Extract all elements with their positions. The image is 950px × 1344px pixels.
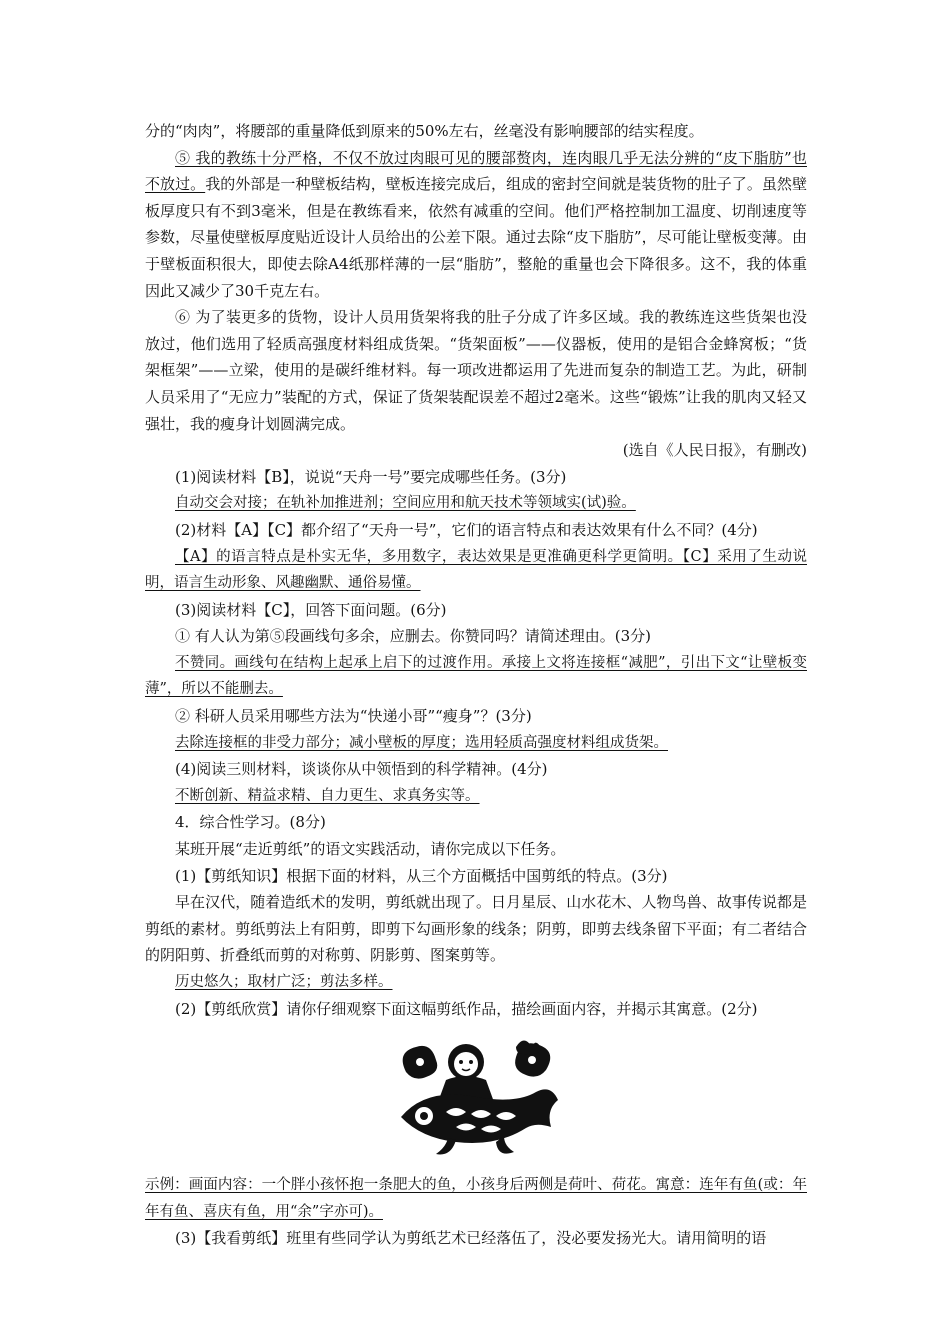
underlined-sentence: ⑤ 我的教练十分严格，不仅不放过肉眼可见的腰部赘肉，连肉眼几乎无法分辨的“皮下脂肪”也不放过。 bbox=[145, 148, 807, 194]
answer-3-sub-2: 去除连接框的非受力部分；减小壁板的厚度；选用轻质高强度材料组成货架。 bbox=[175, 734, 668, 751]
question-3: (3)阅读材料【C】，回答下面问题。(6分) bbox=[175, 600, 447, 619]
paragraph-5-rest: 我的外部是一种壁板结构，壁板连接完成后，组成的密封空间就是装货物的肚子了。虽然壁板厚度只有不到3毫米，但是在教练看来，依然有减重的空间。他们严格控制加工温度、切削速度等参数，尽量使壁板厚度贴近设计人员给出的公差下限。通过去除“皮下脂肪”，尽可能让壁板变薄。由于壁板面积很大，即使去除A4纸那样薄的一层“脂肪”，整舱的重量也会下降很多。这不，我的体重因此又减少了30千克左右。 bbox=[145, 175, 807, 300]
papercut-image bbox=[145, 1022, 807, 1172]
answer-4: 不断创新、精益求精、自力更生、求真务实等。 bbox=[175, 787, 480, 804]
answer-1: 自动交会对接；在轨补加推进剂；空间应用和航天技术等领域实(试)验。 bbox=[175, 495, 636, 512]
task-2-answer: 示例：画面内容：一个胖小孩怀抱一条肥大的鱼，小孩身后两侧是荷叶、荷花。寓意：连年有鱼(或：年年有鱼、喜庆有鱼，用“余”字亦可)。 bbox=[145, 1177, 807, 1220]
question-3-sub-2: ② 科研人员采用哪些方法为“快递小哥”“瘦身”？(3分) bbox=[175, 707, 532, 726]
section-4-intro: 某班开展“走近剪纸”的语文实践活动，请你完成以下任务。 bbox=[175, 840, 566, 859]
section-4-title: 4．综合性学习。(8分) bbox=[175, 813, 326, 832]
task-1-material: 早在汉代，随着造纸术的发明，剪纸就出现了。日月星辰、山水花木、人物鸟兽、故事传说都是剪纸的素材。剪纸剪法上有阳剪，即剪下勾画形象的线条；阴剪，即剪去线条留下平面；有二者结合的阴阳剪、折叠纸而剪的对称剪、阴影剪、图案剪等。 bbox=[145, 893, 807, 965]
paragraph-6: ⑥ 为了装更多的货物，设计人员用货架将我的肚子分成了许多区域。我的教练连这些货架也没放过，他们选用了轻质高强度材料组成货架。“货架面板”——仪器板，使用的是铝合金蜂窝板；“货架框架”——立梁，使用的是碳纤维材料。每一项改进都运用了先进而复杂的制造工艺。为此，研制人员采用了“无应力”装配的方式，保证了货架装配误差不超过2毫米。这些“锻炼”让我的肌肉又轻又强壮，我的瘦身计划圆满完成。 bbox=[145, 308, 807, 433]
question-3-sub-1: ① 有人认为第⑤段画线句多余，应删去。你赞同吗？请简述理由。(3分) bbox=[175, 627, 652, 646]
papercut-child-fish-illustration bbox=[386, 1032, 566, 1162]
paragraph-4-tail: 分的“肉肉”，将腰部的重量降低到原来的50%左右，丝毫没有影响腰部的结实程度。 bbox=[145, 122, 704, 140]
question-2: (2)材料【A】【C】都介绍了“天舟一号”，它们的语言特点和表达效果有什么不同？(4分) bbox=[175, 520, 758, 539]
task-1-answer: 历史悠久；取材广泛；剪法多样。 bbox=[175, 974, 393, 990]
source-note: (选自《人民日报》，有删改) bbox=[622, 441, 807, 460]
question-1: (1)阅读材料【B】，说说“天舟一号”要完成哪些任务。(3分) bbox=[175, 467, 567, 486]
question-4: (4)阅读三则材料，谈谈你从中领悟到的科学精神。(4分) bbox=[175, 760, 548, 779]
task-3-question: (3)【我看剪纸】班里有些同学认为剪纸艺术已经落伍了，没必要发扬光大。请用简明的语 bbox=[175, 1229, 767, 1248]
task-2-question: (2)【剪纸欣赏】请你仔细观察下面这幅剪纸作品，描绘画面内容，并揭示其寓意。(2分) bbox=[175, 999, 758, 1018]
paragraph-5 bbox=[145, 145, 807, 305]
task-1-question: (1)【剪纸知识】根据下面的材料，从三个方面概括中国剪纸的特点。(3分) bbox=[175, 866, 668, 885]
answer-2: 【A】的语言特点是朴实无华，多用数字，表达效果是更准确更科学更简明。【C】采用了生动说明，语言生动形象、风趣幽默、通俗易懂。 bbox=[145, 548, 807, 592]
answer-3-sub-1: 不赞同。画线句在结构上起承上启下的过渡作用。承接上文将连接框“减肥”，引出下文“让壁板变薄”，所以不能删去。 bbox=[145, 654, 807, 698]
document-page bbox=[145, 118, 807, 1252]
